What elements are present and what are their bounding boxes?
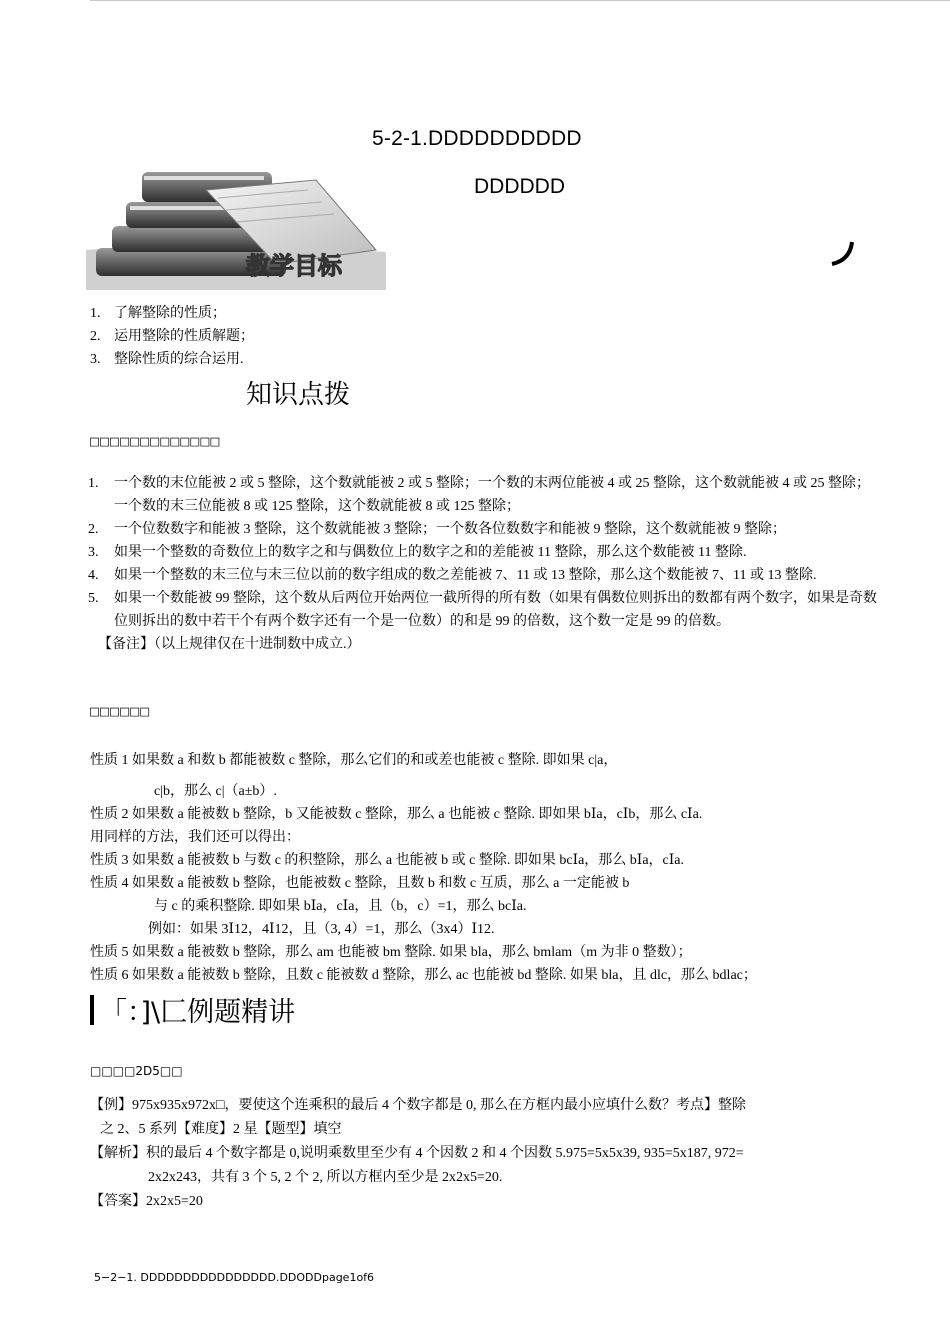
divisibility-rules xyxy=(88,472,878,656)
list-item: 3. 整除性质的综合运用. xyxy=(90,352,244,367)
property-line: c|b，那么 c|（a±b）. xyxy=(154,784,277,799)
top-rule xyxy=(90,0,950,1)
knowledge-heading: 知识点拨 xyxy=(246,380,351,410)
example-block xyxy=(90,1094,890,1214)
list-item: 2. 一个位数数字和能被 3 整除，这个数就能被 3 整除；一个数各位数数字和能被 9 整除，这个数就能被 9 整除； xyxy=(88,522,786,537)
property-line: 用同样的方法，我们还可以得出： xyxy=(90,830,300,845)
property-line: 性质 6 如果数 a 能被数 b 整除，且数 c 能被数 d 整除，那么 ac 也能被 bd 整除. 如果 bla，且 dlc，那么 bdlac； xyxy=(90,968,757,983)
list-item: 2. 运用整除的性质解题； xyxy=(90,329,254,344)
example-question: 【例】975x935x972x□，要使这个连乘积的最后 4 个数字都是 0, 那么在方框内最小应填什么数？考点】整除 xyxy=(90,1098,746,1113)
property-line: 性质 2 如果数 a 能被数 b 整除，b 又能被数 c 整除，那么 a 也能被 c 整除. 即如果 bⅠa，cⅠb，那么 cⅠa. xyxy=(90,807,703,822)
example-analysis-cont: 2x2x243，共有 3 个 5, 2 个 2, 所以方框内至少是 2x2x5=20. xyxy=(148,1170,503,1185)
heading-bar xyxy=(90,995,94,1025)
property-line: 性质 5 如果数 a 能被数 b 整除，那么 am 也能被 bm 整除. 如果 bla，那么 bmlam（m 为非 0 整数）； xyxy=(90,945,692,960)
banner-text: 教学目标 xyxy=(246,252,342,280)
document-subtitle: DDDDDD xyxy=(474,175,565,195)
example-question-cont: 之 2、5 系列【难度】2 星【题型】填空 xyxy=(100,1122,342,1137)
teaching-goals-banner xyxy=(86,160,386,290)
example-analysis: 【解析】积的最后 4 个数字都是 0,说明乘数里至少有 4 个因数 2 和 4 个因数 5.975=5x5x39, 935=5x187, 972= xyxy=(90,1146,744,1161)
examples-heading xyxy=(90,990,295,1029)
example-answer: 【答案】2x2x5=20 xyxy=(90,1194,203,1209)
list-item: 1. 一个数的末位能被 2 或 5 整除，这个数就能被 2 或 5 整除；一个数的末两位能被 4 或 25 整除，这个数就能被 4 或 25 整除；一个数的末三位能被 8 或 125 整除，这个数就能被 8 或 125 整除； xyxy=(88,476,870,514)
goals-list xyxy=(90,302,254,371)
property-line: 与 c 的乘积整除. 即如果 bⅠa，cⅠa，且（b，c）=1，那么 bcⅠa. xyxy=(154,899,527,914)
document-title: 5-2-1.DDDDDDDDDD xyxy=(372,127,582,150)
section2-heading: □□□□□□ xyxy=(90,702,151,720)
note: 【备注】（以上规律仅在十进制数中成立.） xyxy=(98,637,361,652)
property-line: 性质 3 如果数 a 能被数 b 与数 c 的积整除，那么 a 也能被 b 或 c 整除. 即如果 bcⅠa，那么 bⅠa，cⅠa. xyxy=(90,853,685,868)
examples-subheading: □□□□2D5□□ xyxy=(90,1064,183,1078)
property-line: 性质 1 如果数 a 和数 b 都能被数 c 整除，那么它们的和或差也能被 c 整除. 即如果 c|a， xyxy=(90,753,618,768)
examples-heading-title: 例题精讲 xyxy=(187,997,296,1028)
properties-list xyxy=(90,741,880,987)
property-line: 例如：如果 3Ⅰ12，4Ⅰ12，且（3, 4）=1，那么（3x4）Ⅰ12. xyxy=(148,922,495,937)
decorative-curve xyxy=(826,238,856,268)
section1-heading: □□□□□□□□□□□□□ xyxy=(90,432,221,450)
list-item: 5. 如果一个数能被 99 整除，这个数从后两位开始两位一截所得的所有数（如果有偶数位则拆出的数都有两个数字，如果是奇数位则拆出的数中若干个有两个数字还有一个是一位数）的和是 99 的倍数，这个数一定是 99 的倍数。 xyxy=(88,591,877,629)
list-item: 4. 如果一个整数的末三位与末三位以前的数字组成的数之差能被 7、11 或 13 整除，那么这个数能被 7、11 或 13 整除. xyxy=(88,568,817,583)
property-line: 性质 4 如果数 a 能被数 b 整除，也能被数 c 整除，且数 b 和数 c 互质，那么 a 一定能被 b xyxy=(90,876,630,891)
examples-heading-prefix: 「：]\匚 xyxy=(100,997,188,1028)
page-footer: 5−2−1. DDDDDDDDDDDDDDDD.DDODDpage1of6 xyxy=(94,1271,375,1284)
list-item: 3. 如果一个整数的奇数位上的数字之和与偶数位上的数字之和的差能被 11 整除，那么这个数能被 11 整除. xyxy=(88,545,747,560)
list-item: 1. 了解整除的性质； xyxy=(90,306,226,321)
